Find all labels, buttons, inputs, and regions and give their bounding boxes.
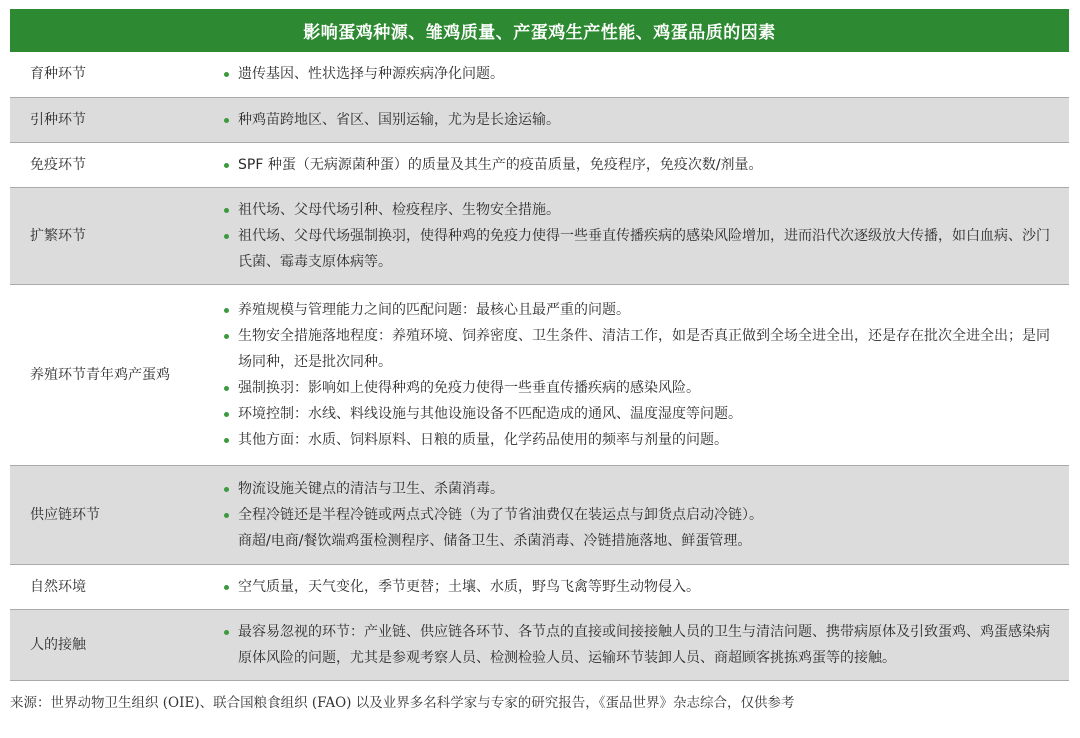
factor-category: 养殖环节青年鸡产蛋鸡 (10, 284, 206, 465)
factor-row (10, 97, 1069, 142)
bullet-dot-icon (224, 308, 229, 313)
bullet-dot-icon (224, 234, 229, 239)
source-note: 来源：世界动物卫生组织 (OIE)、联合国粮食组织 (FAO) 以及业界多名科学家与专家的研究报告，《蛋品世界》杂志综合，仅供参考 (10, 695, 795, 711)
factor-category: 自然环境 (10, 564, 206, 609)
factor-item-text: 养殖规模与管理能力之间的匹配问题：最核心且最严重的问题。 (238, 301, 630, 318)
factor-category: 人的接触 (10, 609, 206, 680)
factor-details (206, 52, 1069, 97)
factor-row (10, 609, 1069, 680)
bullet-dot-icon (224, 163, 229, 168)
factor-details (206, 97, 1069, 142)
bullet-dot-icon (224, 412, 229, 417)
factor-row (10, 142, 1069, 187)
factor-item-text: 环境控制：水线、料线设施与其他设施设备不匹配造成的通风、温度湿度等问题。 (238, 405, 742, 422)
factor-item (224, 375, 1053, 401)
factor-item (224, 152, 1053, 178)
bullet-dot-icon (224, 334, 229, 339)
factor-category: 供应链环节 (10, 465, 206, 564)
factor-item-text: 种鸡苗跨地区、省区、国别运输，尤为是长途运输。 (238, 111, 560, 128)
factor-item (224, 619, 1053, 671)
factor-item (224, 574, 1053, 600)
factor-item (224, 297, 1053, 323)
factor-item-text: 生物安全措施落地程度：养殖环境、饲养密度、卫生条件、清洁工作，如是否真正做到全场全进全出，还是存在批次全进全出；是同场同种，还是批次同种。 (238, 327, 1050, 370)
factor-row (10, 284, 1069, 465)
factor-details (206, 465, 1069, 564)
factors-table (10, 52, 1069, 681)
factor-category: 扩繁环节 (10, 187, 206, 284)
factor-details (206, 284, 1069, 465)
bullet-dot-icon (224, 487, 229, 492)
bullet-dot-icon (224, 118, 229, 123)
bullet-dot-icon (224, 72, 229, 77)
factor-category: 育种环节 (10, 52, 206, 97)
factor-item-text: 物流设施关键点的清洁与卫生、杀菌消毒。 (238, 480, 504, 497)
factors-panel (10, 9, 1069, 681)
factor-item-text: 遗传基因、性状选择与种源疾病净化问题。 (238, 66, 504, 83)
factor-category: 引种环节 (10, 97, 206, 142)
table-title: 影响蛋鸡种源、雏鸡质量、产蛋鸡生产性能、鸡蛋品质的因素 (10, 9, 1069, 52)
factor-row (10, 465, 1069, 564)
factor-item (224, 61, 1053, 87)
factor-row (10, 564, 1069, 609)
factor-item (224, 476, 1053, 502)
factor-item-text: 最容易忽视的环节：产业链、供应链各环节、各节点的直接或间接接触人员的卫生与清洁问题、携带病原体及引致蛋鸡、鸡蛋感染病原体风险的问题，尤其是参观考察人员、检测检验人员、运输环节装卸人员、商超顾客挑拣鸡蛋等的接触。 (238, 623, 1050, 666)
factor-row (10, 187, 1069, 284)
factor-item-text: 空气质量，天气变化，季节更替；土壤、水质，野鸟飞禽等野生动物侵入。 (238, 578, 700, 595)
factor-item-text: 强制换羽：影响如上使得种鸡的免疫力使得一些垂直传播疾病的感染风险。 (238, 379, 700, 396)
factor-item-continuation: 商超/电商/餐饮端鸡蛋检测程序、储备卫生、杀菌消毒、冷链措施落地、鲜蛋管理。 (238, 532, 752, 549)
factor-item (224, 427, 1053, 453)
bullet-dot-icon (224, 513, 229, 518)
factor-details (206, 609, 1069, 680)
factor-item (224, 502, 1053, 554)
bullet-dot-icon (224, 386, 229, 391)
factor-item (224, 197, 1053, 223)
factor-item-text: SPF 种蛋（无病源菌种蛋）的质量及其生产的疫苗质量，免疫程序，免疫次数/剂量。 (238, 156, 763, 173)
bullet-dot-icon (224, 585, 229, 590)
factor-item (224, 107, 1053, 133)
factor-item-text: 祖代场、父母代场引种、检疫程序、生物安全措施。 (238, 201, 560, 218)
factor-item-text: 全程冷链还是半程冷链或两点式冷链（为了节省油费仅在装运点与卸货点启动冷链）。 (238, 506, 763, 523)
factor-category: 免疫环节 (10, 142, 206, 187)
bullet-dot-icon (224, 438, 229, 443)
factor-row (10, 52, 1069, 97)
factor-item (224, 401, 1053, 427)
factor-item-text: 其他方面：水质、饲料原料、日粮的质量，化学药品使用的频率与剂量的问题。 (238, 431, 728, 448)
factor-item (224, 223, 1053, 275)
factor-details (206, 564, 1069, 609)
factor-details (206, 187, 1069, 284)
bullet-dot-icon (224, 630, 229, 635)
factor-details (206, 142, 1069, 187)
factors-table-body (10, 52, 1069, 680)
factor-item-text: 祖代场、父母代场强制换羽，使得种鸡的免疫力使得一些垂直传播疾病的感染风险增加，进而沿代次逐级放大传播，如白血病、沙门氏菌、霉毒支原体病等。 (238, 227, 1050, 270)
bullet-dot-icon (224, 208, 229, 213)
factor-item (224, 323, 1053, 375)
